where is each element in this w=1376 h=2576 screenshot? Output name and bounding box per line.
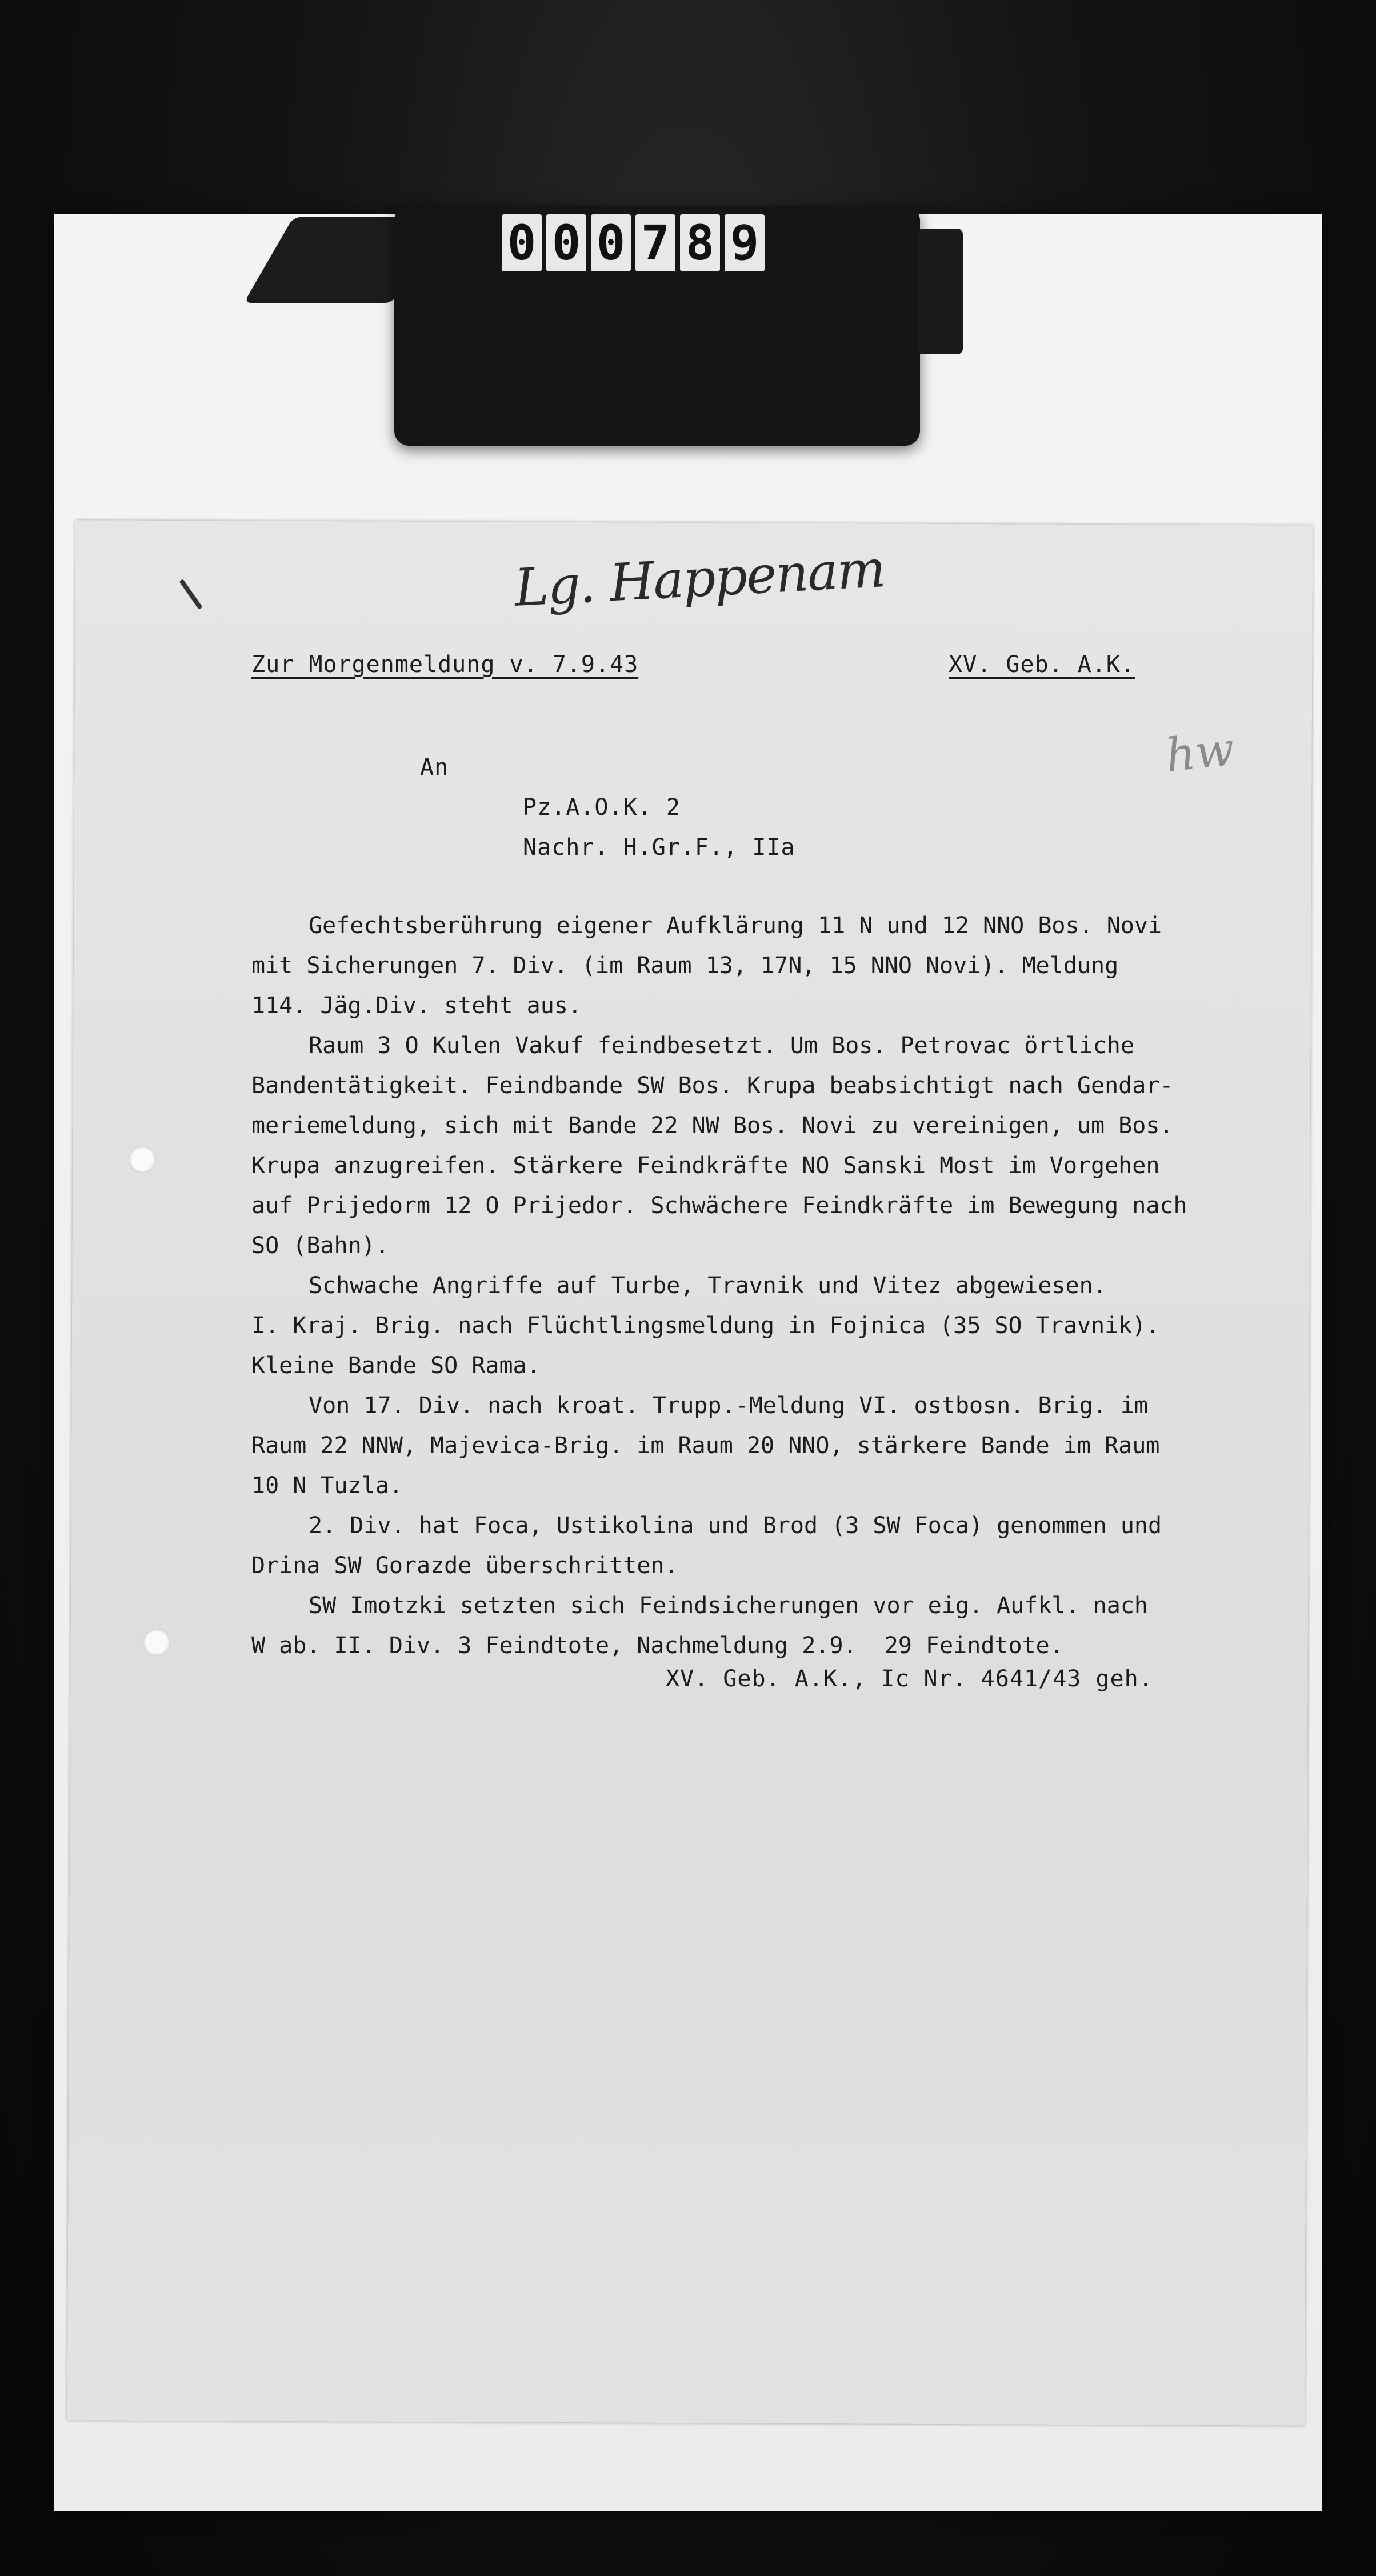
frame-counter-digit: 7 — [635, 214, 675, 271]
frame-counter — [502, 214, 765, 271]
handwritten-signature: Lg. Happenam — [513, 539, 886, 618]
report-line: I. Kraj. Brig. nach Flüchtlingsmeldung in Fojnica (35 SO Travnik). — [251, 1313, 1160, 1339]
report-line: SO (Bahn). — [251, 1233, 389, 1259]
salutation: An — [420, 754, 449, 781]
frame-counter-digit: 0 — [546, 214, 586, 271]
handwritten-initials: hw — [1163, 722, 1237, 783]
report-line: Kleine Bande SO Rama. — [251, 1353, 541, 1379]
frame-counter-digit: 9 — [725, 214, 765, 271]
report-line: Raum 22 NNW, Majevica-Brig. im Raum 20 NNO, stärkere Bande im Raum — [251, 1433, 1160, 1459]
recipient-line: Nachr. H.Gr.F., IIa — [523, 834, 795, 861]
report-line: Gefechtsberührung eigener Aufklärung 11 N und 12 NNO Bos. Novi — [309, 913, 1162, 939]
counter-knob — [917, 229, 963, 354]
report-line: Raum 3 O Kulen Vakuf feindbesetzt. Um Bos. Petrovac örtliche — [309, 1033, 1134, 1059]
punch-hole — [143, 1629, 170, 1656]
frame-counter-digit: 0 — [591, 214, 631, 271]
report-line: 10 N Tuzla. — [251, 1473, 403, 1499]
report-reference: Zur Morgenmeldung v. 7.9.43 — [251, 651, 639, 678]
report-line: Drina SW Gorazde überschritten. — [251, 1553, 678, 1579]
report-line: 2. Div. hat Foca, Ustikolina und Brod (3 SW Foca) genommen und — [309, 1513, 1162, 1539]
report-line: mit Sicherungen 7. Div. (im Raum 13, 17N, 15 NNO Novi). Meldung — [251, 953, 1119, 979]
report-line: SW Imotzki setzten sich Feindsicherungen vor eig. Aufkl. nach — [309, 1593, 1149, 1619]
recipient-line: Pz.A.O.K. 2 — [523, 794, 681, 821]
report-body — [251, 906, 1291, 1666]
report-line: W ab. II. Div. 3 Feindtote, Nachmeldung 2.9. 29 Feindtote. — [251, 1633, 1063, 1659]
report-line: Schwache Angriffe auf Turbe, Travnik und Vitez abgewiesen. — [309, 1273, 1107, 1299]
sender-unit: XV. Geb. A.K. — [949, 651, 1135, 678]
frame-counter-digit: 8 — [680, 214, 720, 271]
report-line: Von 17. Div. nach kroat. Trupp.-Meldung VI. ostbosn. Brig. im — [309, 1393, 1149, 1419]
report-line: meriemeldung, sich mit Bande 22 NW Bos. Novi zu vereinigen, um Bos. — [251, 1113, 1174, 1139]
report-line: 114. Jäg.Div. steht aus. — [251, 993, 582, 1019]
report-line: Bandentätigkeit. Feindbande SW Bos. Krupa beabsichtigt nach Gendar- — [251, 1073, 1174, 1099]
frame-counter-digit: 0 — [502, 214, 542, 271]
report-line: auf Prijedorm 12 O Prijedor. Schwächere Feindkräfte im Bewegung nach — [251, 1193, 1187, 1219]
punch-hole — [129, 1146, 156, 1173]
report-line: Krupa anzugreifen. Stärkere Feindkräfte NO Sanski Most im Vorgehen — [251, 1153, 1160, 1179]
reference-signoff: XV. Geb. A.K., Ic Nr. 4641/43 geh. — [666, 1666, 1153, 1692]
